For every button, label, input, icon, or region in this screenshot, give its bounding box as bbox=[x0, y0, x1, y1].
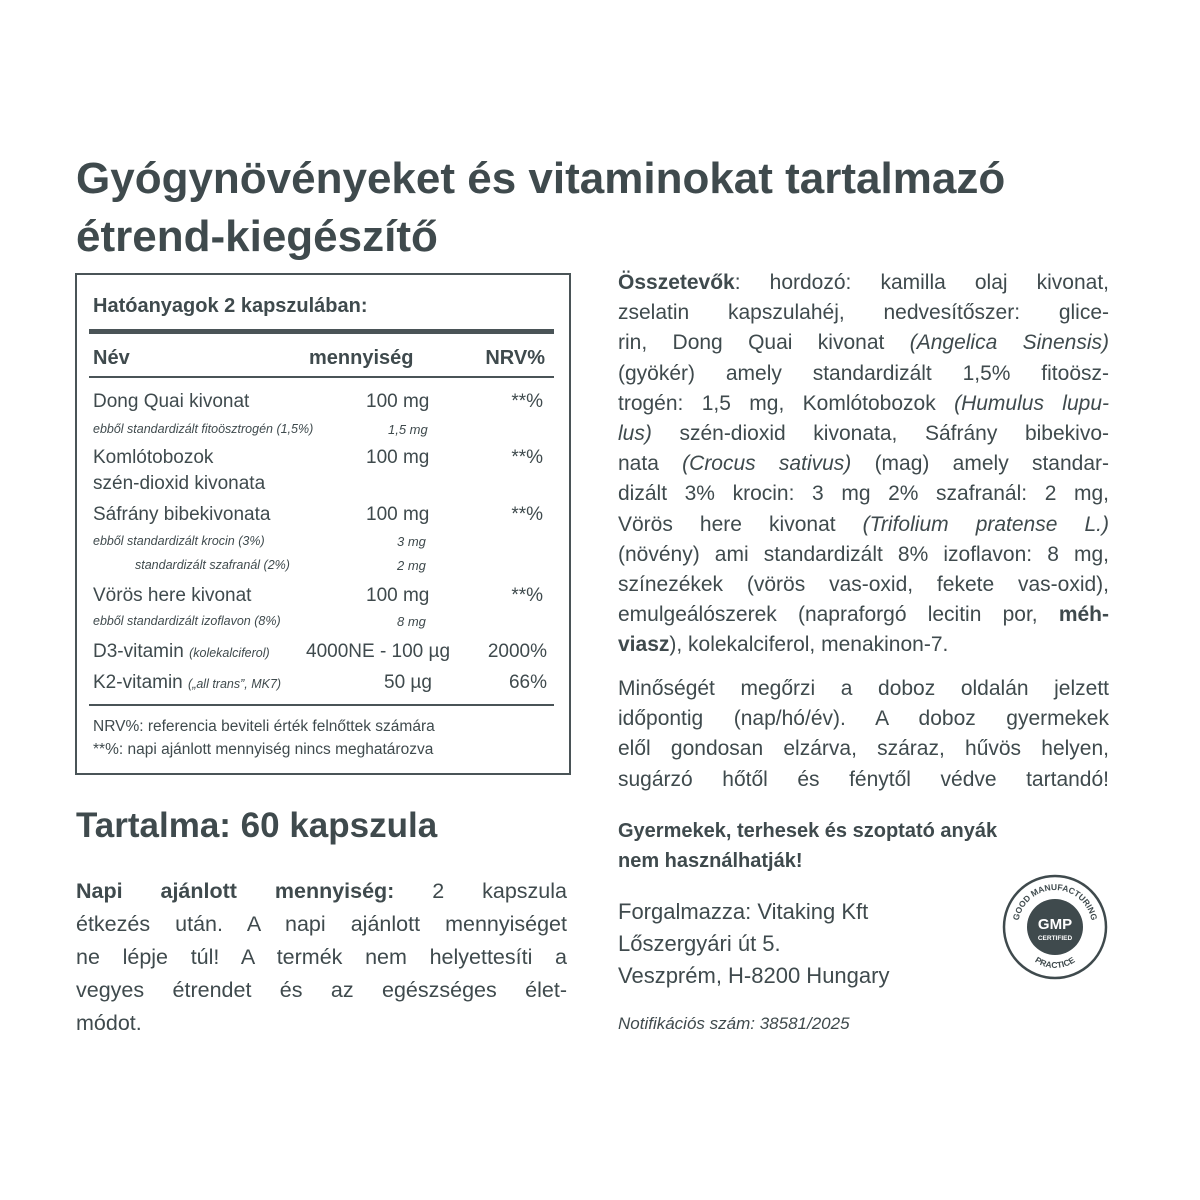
storage-line: Minőségét megőrzi a doboz oldalán jelzett bbox=[618, 677, 1109, 700]
nutrient-table-heading: Hatóanyagok 2 kapszulában: bbox=[93, 295, 368, 317]
usage-line: vegyes étrendet és az egészséges élet- bbox=[76, 978, 567, 1002]
table-row-name: Sáfrány bibekivonata bbox=[93, 504, 271, 525]
ingredients-line: nata (Crocus sativus) (mag) amely standar- bbox=[618, 452, 1109, 476]
badge-ring-bottom: PRACTICE bbox=[1033, 954, 1077, 971]
table-row-nrv: **% bbox=[511, 447, 543, 468]
table-row-name-line-2: szén-dioxid kivonata bbox=[93, 473, 266, 494]
ingredients-line: Összetevők: hordozó: kamilla olaj kivonat, bbox=[618, 271, 1109, 294]
table-row-quantity: 100 mg bbox=[366, 585, 430, 606]
vitamin-name: D3-vitamin bbox=[93, 641, 184, 662]
ingredients-line: Vörös here kivonat (Trifolium pratense L.) bbox=[618, 512, 1109, 536]
table-subrow-name: ebből standardizált fitoösztrogén (1,5%) bbox=[93, 422, 314, 436]
footnote-nrv: NRV%: referencia beviteli érték felnőttek számára bbox=[93, 718, 435, 735]
distributor-line: Lőszergyári út 5. bbox=[618, 931, 781, 956]
ingredients-line: emulgeálószerek (napraforgó lecitin por, méh- bbox=[618, 603, 1109, 627]
ingredients bbox=[618, 268, 1109, 661]
ingredients-line: lus) szén-dioxid kivonata, Sáfrány bibekivo- bbox=[618, 422, 1109, 446]
table-row-quantity: 50 µg bbox=[384, 672, 432, 693]
badge-ring-top: GOOD MANUFACTURING bbox=[1010, 881, 1100, 922]
usage-line: étkezés után. A napi ajánlott mennyiséget bbox=[76, 912, 567, 936]
columns-divider bbox=[89, 376, 554, 378]
storage-line: időpontig (nap/hó/év). A doboz gyermekek bbox=[618, 707, 1109, 731]
nutrient-table bbox=[75, 273, 571, 775]
gmp-certified-badge-icon bbox=[1001, 873, 1109, 981]
vitamin-detail: („all trans”, MK7) bbox=[188, 677, 282, 691]
table-row-nrv: **% bbox=[511, 585, 543, 606]
column-header-nrv: NRV% bbox=[485, 347, 545, 369]
vitamin-detail: (kolekalciferol) bbox=[189, 646, 270, 660]
table-row-quantity: 100 mg bbox=[366, 391, 430, 412]
warning-line: nem használhatják! bbox=[618, 850, 803, 872]
distributor bbox=[618, 896, 978, 992]
distributor-line: Veszprém, H-8200 Hungary bbox=[618, 963, 890, 988]
table-row-nrv: 66% bbox=[508, 672, 547, 693]
warning bbox=[618, 816, 1109, 876]
usage-line: Napi ajánlott mennyiség: 2 kapszula bbox=[76, 879, 568, 903]
table-row-name bbox=[93, 672, 281, 694]
daily-usage bbox=[76, 875, 567, 1040]
table-subrow-quantity: 3 mg bbox=[397, 534, 426, 549]
badge-sub-text: CERTIFIED bbox=[1037, 935, 1073, 942]
table-row-name: Vörös here kivonat bbox=[93, 585, 252, 606]
ingredients-line: zselatin kapszulahéj, nedvesítőszer: glice- bbox=[618, 301, 1109, 325]
footnote-divider bbox=[89, 704, 554, 706]
column-header-quantity: mennyiség bbox=[309, 347, 414, 369]
table-subrow-name: standardizált szafranál (2%) bbox=[135, 558, 290, 572]
table-subrow-quantity: 2 mg bbox=[397, 558, 426, 573]
content-amount: Tartalma: 60 kapszula bbox=[76, 806, 438, 845]
page-title-line-2: étrend-kiegészítő bbox=[76, 212, 438, 261]
usage-line: ne lépje túl! A termék nem helyettesíti a bbox=[76, 945, 567, 969]
warning-line: Gyermekek, terhesek és szoptató anyák bbox=[618, 820, 998, 842]
heading-divider bbox=[89, 329, 554, 334]
badge-center-text: GMP bbox=[1037, 916, 1073, 933]
ingredients-label: Összetevők bbox=[618, 271, 735, 294]
table-row-quantity: 4000NE - 100 µg bbox=[306, 641, 451, 662]
ingredients-line: rin, Dong Quai kivonat (Angelica Sinensis) bbox=[618, 331, 1109, 355]
table-row-quantity: 100 mg bbox=[366, 504, 430, 525]
vitamin-name: K2-vitamin bbox=[93, 672, 183, 693]
footnote-no-recommended: **%: napi ajánlott mennyiség nincs meghatározva bbox=[93, 741, 434, 758]
ingredients-line: trogén: 1,5 mg, Komlótobozok (Humulus lupu- bbox=[618, 391, 1110, 415]
page-title-line-1: Gyógynövényeket és vitaminokat tartalmazó bbox=[76, 154, 1006, 203]
table-row-name: Dong Quai kivonat bbox=[93, 391, 250, 412]
table-row-nrv: **% bbox=[511, 391, 543, 412]
table-row-nrv: **% bbox=[511, 504, 543, 525]
storage-instructions bbox=[618, 674, 1109, 795]
distributor-line: Forgalmazza: Vitaking Kft bbox=[618, 899, 869, 924]
page-title bbox=[76, 150, 1136, 266]
notification-number: Notifikációs szám: 38581/2025 bbox=[618, 1014, 850, 1033]
storage-line: elől gondosan elzárva, száraz, hűvös helyen, bbox=[618, 737, 1109, 761]
ingredients-line: viasz), kolekalciferol, menakinon-7. bbox=[618, 633, 949, 657]
table-row-nrv: 2000% bbox=[487, 641, 547, 662]
usage-line: módot. bbox=[76, 1011, 142, 1035]
storage-line: sugárzó hőtől és fénytől védve tartandó! bbox=[618, 767, 1109, 791]
table-subrow-quantity: 8 mg bbox=[397, 614, 426, 629]
column-header-name: Név bbox=[93, 347, 130, 369]
table-subrow-name: ebből standardizált krocin (3%) bbox=[93, 534, 265, 548]
ingredients-line: dizált 3% krocin: 3 mg 2% szafranál: 2 mg, bbox=[618, 482, 1109, 506]
table-row-name: Komlótobozok bbox=[93, 447, 214, 468]
ingredients-line: (gyökér) amely standardizált 1,5% fitoösz- bbox=[618, 361, 1109, 385]
ingredients-line: (növény) ami standardizált 8% izoflavon: 8 mg, bbox=[618, 542, 1109, 566]
ingredients-line: színezékek (vörös vas-oxid, fekete vas-oxid), bbox=[618, 573, 1109, 597]
usage-label: Napi ajánlott mennyiség: bbox=[76, 879, 395, 903]
table-row-quantity: 100 mg bbox=[366, 447, 430, 468]
table-subrow-name: ebből standardizált izoflavon (8%) bbox=[93, 614, 281, 628]
table-row-name bbox=[93, 641, 270, 663]
table-subrow-quantity: 1,5 mg bbox=[388, 422, 428, 437]
